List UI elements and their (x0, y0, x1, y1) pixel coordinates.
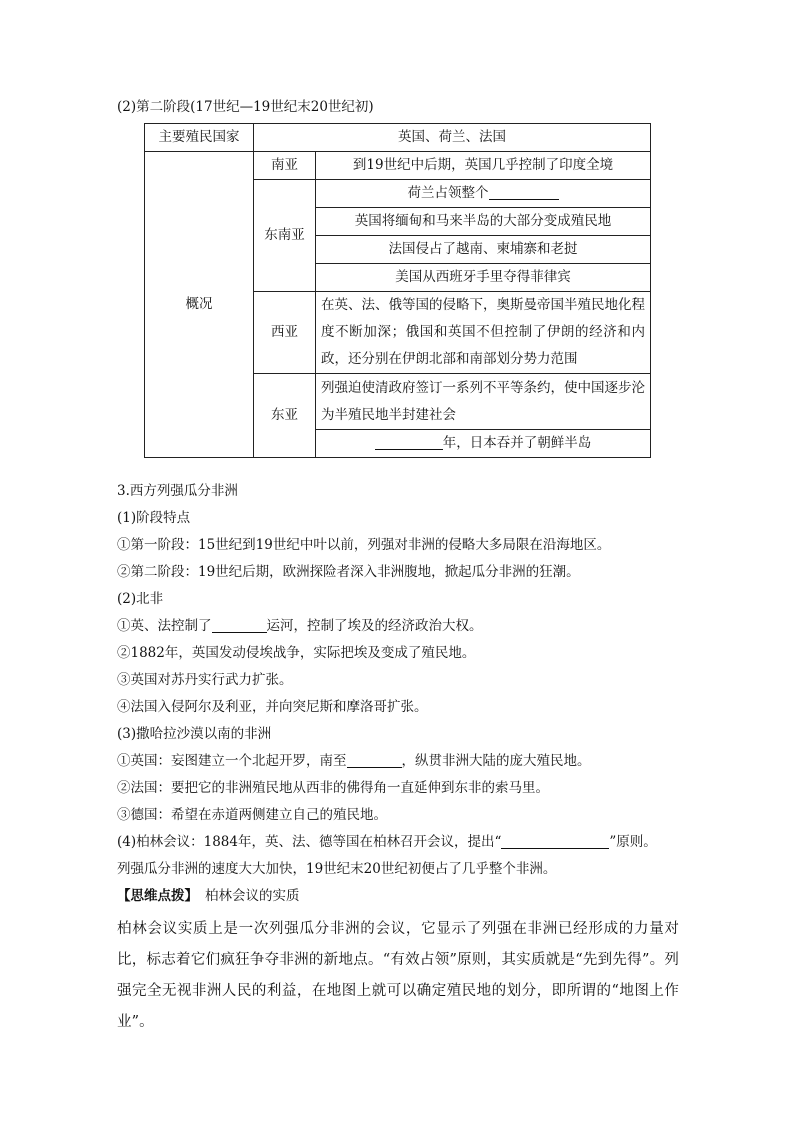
southeast-asia-item-1 (316, 180, 651, 208)
tip-title: 【思维点拨】 (117, 888, 198, 904)
sub-saharan-item-2: ②法国：要把它的非洲殖民地从西非的佛得角一直延伸到东非的索马里。 (117, 780, 549, 796)
berlin-conference (117, 829, 677, 856)
berlin-pre: (4)柏林会议：1884年，英、法、德等国在柏林召开会议，提出“ (117, 834, 502, 850)
west-asia-item: 在英、法、俄等国的侵略下，奥斯曼帝国半殖民地化程度不断加深；俄国和英国不但控制了伊朗的经济和内政，还分别在伊朗北部和南部划分势力范围 (316, 292, 651, 374)
sub-saharan-item-1 (117, 748, 677, 775)
overview-label-cell: 概况 (145, 152, 254, 458)
analysis-paragraph: 柏林会议实质上是一次列强瓜分非洲的会议，它显示了列强在非洲已经形成的力量对比，标志着它们疯狂争夺非洲的新地点。“有效占领”原则，其实质就是“先到先得”。列强完全无视非洲人民的利益，在地图上就可以确定殖民地的划分，即所谓的“地图上作业”。 (117, 921, 679, 1030)
table-row (145, 152, 651, 180)
stage2-heading: (2)第二阶段(17世纪—19世纪末20世纪初) (117, 99, 374, 115)
stage-features-title: (1)阶段特点 (117, 510, 191, 526)
table-row (145, 124, 651, 152)
tip-subject: 柏林会议的实质 (205, 888, 300, 904)
colonial-table (144, 123, 651, 458)
region-south-asia: 南亚 (254, 152, 316, 180)
fill-in-blank (489, 186, 559, 201)
fill-in-blank (375, 436, 443, 451)
sub1-pre: ①英国：妄图建立一个北起开罗，南至 (117, 753, 347, 769)
stage2-text: ②第二阶段：19世纪后期，欧洲探险者深入非洲腹地，掀起瓜分非洲的狂潮。 (117, 564, 580, 580)
sub1-post: ，纵贯非洲大陆的庞大殖民地。 (401, 753, 591, 769)
north-africa-title: (2)北非 (117, 591, 164, 607)
north1-post: 运河，控制了埃及的经济政治大权。 (266, 618, 483, 634)
southeast-asia-item-3: 法国侵占了越南、柬埔寨和老挝 (316, 236, 651, 264)
southeast-asia-item-2: 英国将缅甸和马来半岛的大部分变成殖民地 (316, 208, 651, 236)
north-africa-item-4: ④法国入侵阿尔及利亚，并向突尼斯和摩洛哥扩张。 (117, 699, 428, 715)
header-value-cell: 英国、荷兰、法国 (254, 124, 651, 152)
sub-saharan-item-3: ③德国：希望在赤道两侧建立自己的殖民地。 (117, 807, 387, 823)
east-asia-item-1: 列强迫使清政府签订一系列不平等条约，使中国逐步沦为半殖民地半封建社会 (316, 374, 651, 430)
berlin-post: ”原则。 (609, 834, 657, 850)
north1-pre: ①英、法控制了 (117, 618, 212, 634)
east-item-2-text: 年，日本吞并了朝鲜半岛 (442, 435, 592, 451)
fill-in-blank (212, 619, 267, 634)
region-west-asia: 西亚 (254, 292, 316, 374)
fill-in-blank (501, 835, 609, 850)
east-asia-item-2 (316, 430, 651, 458)
north-africa-item-2: ②1882年，英国发动侵埃战争，实际把埃及变成了殖民地。 (117, 645, 476, 661)
berlin-conference-result: 列强瓜分非洲的速度大大加快，19世纪末20世纪初便占了几乎整个非洲。 (117, 861, 557, 877)
stage1-text: ①第一阶段：15世纪到19世纪中叶以前，列强对非洲的侵略大多局限在沿海地区。 (117, 537, 611, 553)
thinking-tip (117, 883, 677, 910)
africa-section (117, 478, 677, 910)
header-label-cell: 主要殖民国家 (145, 124, 254, 152)
north-africa-item-3: ③英国对苏丹实行武力扩张。 (117, 672, 293, 688)
north-africa-item-1 (117, 613, 677, 640)
region-east-asia: 东亚 (254, 374, 316, 458)
southeast-item-1-text: 荷兰占领整个 (407, 185, 489, 201)
region-southeast-asia: 东南亚 (254, 180, 316, 292)
south-asia-item: 到19世纪中后期，英国几乎控制了印度全境 (316, 152, 651, 180)
fill-in-blank (347, 754, 402, 769)
sub-saharan-title: (3)撒哈拉沙漠以南的非洲 (117, 726, 272, 742)
southeast-asia-item-4: 美国从西班牙手里夺得菲律宾 (316, 264, 651, 292)
section-title: 3.西方列强瓜分非洲 (117, 483, 238, 499)
